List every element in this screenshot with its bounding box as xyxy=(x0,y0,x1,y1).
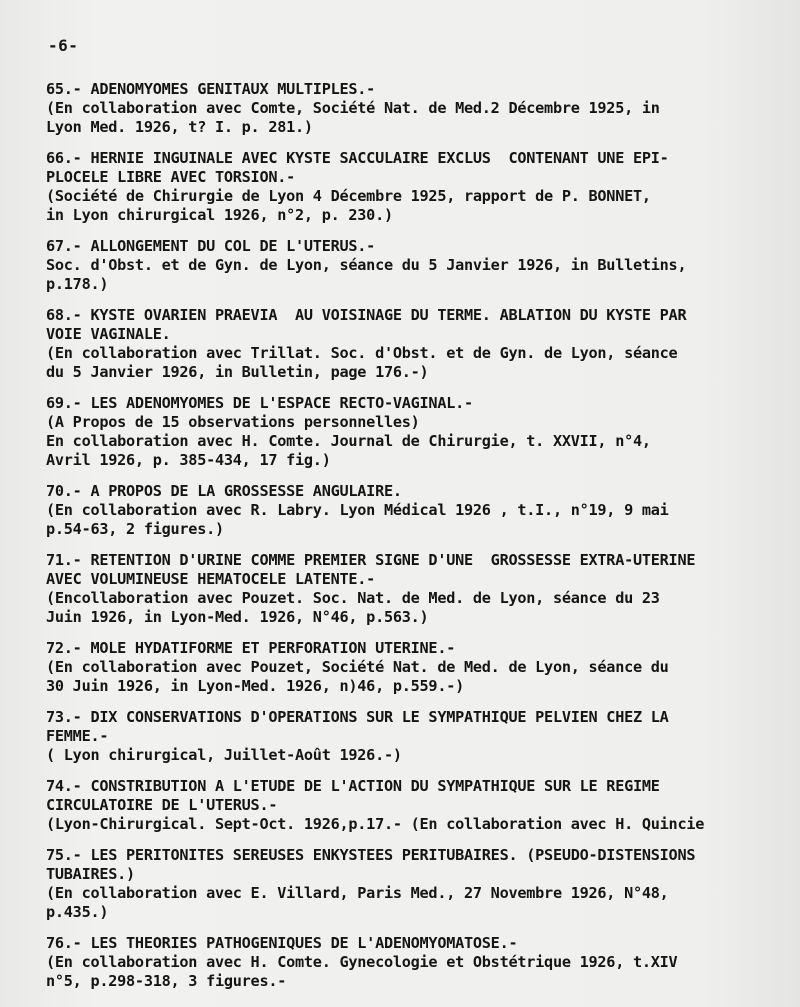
bibliography-entry-70 xyxy=(46,482,782,539)
entry-spacer xyxy=(46,922,782,934)
entry-citation-line: p.435.) xyxy=(46,903,109,921)
entry-citation-line: Avril 1926, p. 385-434, 17 fig.) xyxy=(46,451,331,469)
entry-title-line: 67.- ALLONGEMENT DU COL DE L'UTERUS.- xyxy=(46,237,376,255)
entry-title-line: 72.- MOLE HYDATIFORME ET PERFORATION UTERINE.- xyxy=(46,639,456,657)
entry-spacer xyxy=(46,294,782,306)
bleed-through-shadow xyxy=(55,58,800,76)
bibliography-entry-74 xyxy=(46,777,782,834)
bibliography-entry-67 xyxy=(46,237,782,294)
bibliography-list xyxy=(46,80,782,991)
entry-spacer xyxy=(46,225,782,237)
entry-citation-line: p.54-63, 2 figures.) xyxy=(46,520,224,538)
entry-spacer xyxy=(46,696,782,708)
entry-title-line: 76.- LES THEORIES PATHOGENIQUES DE L'ADENOMYOMATOSE.- xyxy=(46,934,518,952)
entry-citation-line: in Lyon chirurgical 1926, n°2, p. 230.) xyxy=(46,206,393,224)
entry-citation-line: AVEC VOLUMINEUSE HEMATOCELE LATENTE.- xyxy=(46,570,376,588)
bibliography-entry-76 xyxy=(46,934,782,991)
entry-citation-line: Lyon Med. 1926, t? I. p. 281.) xyxy=(46,118,313,136)
entry-citation-line: (Société de Chirurgie de Lyon 4 Décembre 1925, rapport de P. BONNET, xyxy=(46,187,651,205)
entry-citation-line: (Lyon-Chirurgical. Sept-Oct. 1926,p.17.- (En collaboration avec H. Quincie xyxy=(46,815,705,833)
entry-title-line: 66.- HERNIE INGUINALE AVEC KYSTE SACCULAIRE EXCLUS CONTENANT UNE EPI- xyxy=(46,149,669,167)
entry-title-line: 73.- DIX CONSERVATIONS D'OPERATIONS SUR LE SYMPATHIQUE PELVIEN CHEZ LA xyxy=(46,708,669,726)
entry-citation-line: Juin 1926, in Lyon-Med. 1926, N°46, p.563.) xyxy=(46,608,429,626)
entry-citation-line: (En collaboration avec Comte, Société Nat. de Med.2 Décembre 1925, in xyxy=(46,99,660,117)
entry-citation-line: ( Lyon chirurgical, Juillet-Août 1926.-) xyxy=(46,746,402,764)
entry-title-line: 70.- A PROPOS DE LA GROSSESSE ANGULAIRE. xyxy=(46,482,402,500)
bibliography-entry-68 xyxy=(46,306,782,382)
entry-citation-line: Soc. d'Obst. et de Gyn. de Lyon, séance du 5 Janvier 1926, in Bulletins, xyxy=(46,256,687,274)
entry-citation-line: (En collaboration avec Pouzet, Société Nat. de Med. de Lyon, séance du xyxy=(46,658,669,676)
entry-spacer xyxy=(46,834,782,846)
entry-title-line: 71.- RETENTION D'URINE COMME PREMIER SIGNE D'UNE GROSSESSE EXTRA-UTERINE xyxy=(46,551,696,569)
page-number: -6- xyxy=(48,36,79,55)
entry-citation-line: (A Propos de 15 observations personnelles) xyxy=(46,413,420,431)
entry-spacer xyxy=(46,137,782,149)
bibliography-entry-69 xyxy=(46,394,782,470)
entry-title-line: 65.- ADENOMYOMES GENITAUX MULTIPLES.- xyxy=(46,80,376,98)
entry-title-line: 69.- LES ADENOMYOMES DE L'ESPACE RECTO-VAGINAL.- xyxy=(46,394,473,412)
entry-title-line: 75.- LES PERITONITES SEREUSES ENKYSTEES PERITUBAIRES. (PSEUDO-DISTENSIONS xyxy=(46,846,696,864)
entry-citation-line: CIRCULATOIRE DE L'UTERUS.- xyxy=(46,796,278,814)
entry-spacer xyxy=(46,627,782,639)
entry-citation-line: 30 Juin 1926, in Lyon-Med. 1926, n)46, p.559.-) xyxy=(46,677,465,695)
entry-citation-line: p.178.) xyxy=(46,275,109,293)
entry-spacer xyxy=(46,765,782,777)
entry-spacer xyxy=(46,539,782,551)
entry-citation-line: (En collaboration avec H. Comte. Gynecologie et Obstétrique 1926, t.XIV xyxy=(46,953,678,971)
entry-citation-line: PLOCELE LIBRE AVEC TORSION.- xyxy=(46,168,296,186)
entry-citation-line: TUBAIRES.) xyxy=(46,865,135,883)
entry-citation-line: En collaboration avec H. Comte. Journal de Chirurgie, t. XXVII, n°4, xyxy=(46,432,651,450)
bibliography-entry-72 xyxy=(46,639,782,696)
bibliography-entry-65 xyxy=(46,80,782,137)
entry-citation-line: VOIE VAGINALE. xyxy=(46,325,171,343)
entry-citation-line: (En collaboration avec R. Labry. Lyon Médical 1926 , t.I., n°19, 9 mai xyxy=(46,501,669,519)
entry-citation-line: n°5, p.298-318, 3 figures.- xyxy=(46,972,287,990)
bibliography-entry-71 xyxy=(46,551,782,627)
entry-citation-line: (En collaboration avec Trillat. Soc. d'Obst. et de Gyn. de Lyon, séance xyxy=(46,344,678,362)
bibliography-entry-75 xyxy=(46,846,782,922)
entry-citation-line: FEMME.- xyxy=(46,727,109,745)
entry-spacer xyxy=(46,470,782,482)
entry-spacer xyxy=(46,382,782,394)
entry-title-line: 68.- KYSTE OVARIEN PRAEVIA AU VOISINAGE DU TERME. ABLATION DU KYSTE PAR xyxy=(46,306,687,324)
bibliography-entry-73 xyxy=(46,708,782,765)
entry-citation-line: (Encollaboration avec Pouzet. Soc. Nat. de Med. de Lyon, séance du 23 xyxy=(46,589,660,607)
entry-citation-line: du 5 Janvier 1926, in Bulletin, page 176.-) xyxy=(46,363,429,381)
entry-title-line: 74.- CONSTRIBUTION A L'ETUDE DE L'ACTION DU SYMPATHIQUE SUR LE REGIME xyxy=(46,777,660,795)
bibliography-entry-66 xyxy=(46,149,782,225)
entry-citation-line: (En collaboration avec E. Villard, Paris Med., 27 Novembre 1926, N°48, xyxy=(46,884,669,902)
